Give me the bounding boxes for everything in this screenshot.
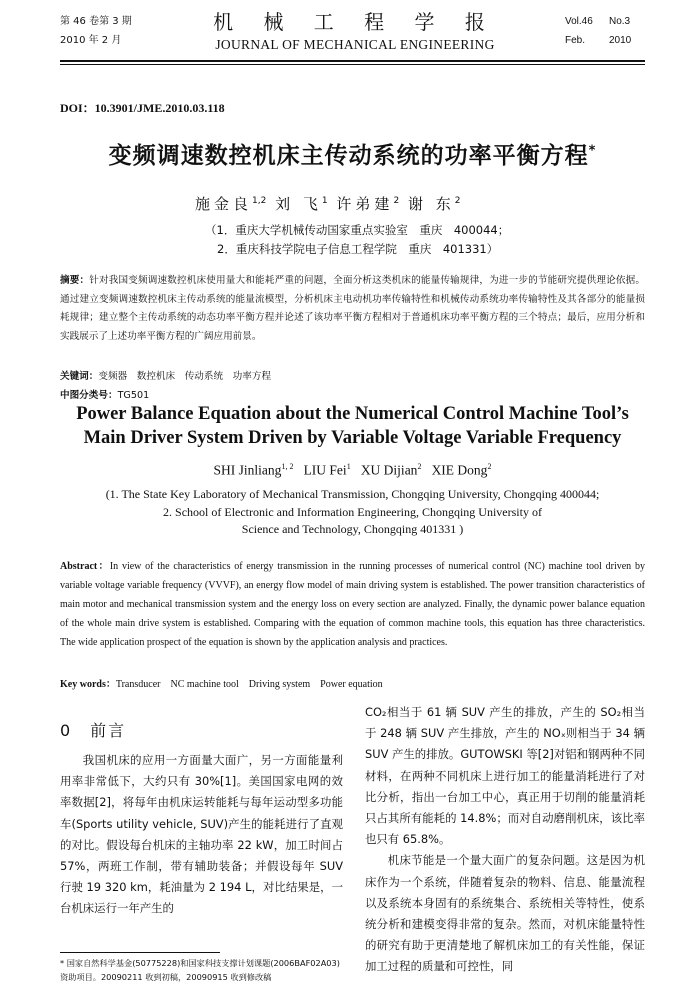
author-en-sup: 2 xyxy=(487,462,492,471)
affiliation-en-2: 2. School of Electronic and Information Engineering, Chongqing University of xyxy=(163,504,542,519)
abstract-en-text: In view of the characteristics of energy transmission in the running processes of numerical control (NC) machine tool driven by variable voltage variable frequency (VVVF), an energy flow model of main driving system is established. The power transition characteristics of main motor and mechanical transmission system and the energy loss on every section are analyzed. Finally, the dynamic power balance equation of the whole main drive system is established. Comparing with the equation of common machine tools, this equation has three characteristics. The wide application prospect of the equation is shown by the application analysis and practices. xyxy=(60,561,645,648)
author-en-sup: 1, 2 xyxy=(281,462,294,471)
header-center xyxy=(195,8,515,54)
abstract-cn-label: 摘要： xyxy=(60,275,90,286)
author-en: XU Dijian xyxy=(360,462,418,478)
funding-footnote: * 国家自然科学基金(50775228)和国家科技支撑计划课题(2006BAF02A03)资助项目。20090211 收到初稿，20090915 收到修改稿 xyxy=(60,958,340,982)
author-en: XIE Dong xyxy=(431,462,488,478)
abstract-en-label: Abstract： xyxy=(60,561,110,572)
classification-cn xyxy=(60,387,149,401)
keywords-en-label: Key words： xyxy=(60,679,116,690)
journal-name-en: JOURNAL OF MECHANICAL ENGINEERING xyxy=(215,37,495,52)
title-en-line1: Power Balance Equation about the Numerical Control Machine Tool’s xyxy=(76,404,629,424)
abstract-cn xyxy=(60,272,645,347)
author-cn: 施金良 xyxy=(195,195,253,213)
author-cn: 刘 飞 xyxy=(275,195,322,213)
date-cn: 2010 年 2 月 xyxy=(60,35,122,46)
title-en xyxy=(60,402,645,450)
header-rule-thin xyxy=(60,64,645,65)
classification-cn-label: 中图分类号： xyxy=(60,390,118,401)
title-cn xyxy=(60,137,645,170)
author-cn: 许弟建 xyxy=(336,195,394,213)
author-cn-sup: 1 xyxy=(321,196,328,206)
month-en: Feb. xyxy=(565,35,586,46)
affiliation-cn-1: （1．重庆大学机械传动国家重点实验室 重庆 400044； xyxy=(205,223,510,237)
author-en-sup: 1 xyxy=(346,462,351,471)
authors-en xyxy=(60,462,645,479)
abstract-cn-text: 针对我国变频调速数控机床使用量大和能耗严重的问题，全面分析这类机床的能量传输规律，为进一步的节能研究提供理论依据。通过建立变频调速数控机床主传动系统的能量流模型，分析机床主电动机功率传输特性和机械传动系统功率传输特性及其各部分的能量损耗规律；建立整个主传动系统的动态功率平衡方程并论述了该功率平衡方程相对于普通机床功率平衡方程的三个特点；最后，应用分析和实践展示了上述功率平衡方程的广阔应用前景。 xyxy=(60,275,646,343)
header-left xyxy=(60,12,132,50)
author-en: LIU Fei xyxy=(303,462,347,478)
title-en-line2: Main Driver System Driven by Variable Voltage Variable Frequency xyxy=(83,428,622,448)
keywords-cn-text: 变频器 数控机床 传动系统 功率方程 xyxy=(98,371,272,382)
title-cn-text: 变频调速数控机床主传动系统的功率平衡方程 xyxy=(108,143,589,169)
author-cn-sup: 1,2 xyxy=(252,196,267,206)
body-paragraph: 我国机床的应用一方面量大面广，另一方面能量利用率非常低下，大约只有 30%[1]。美国国家电网的效率数据[2]，将每年由机床运转能耗与每年运动型多功能车(Sports utility vehicle, SUV)产生的能耗进行了直观的对比。假设每台机床的主轴功率 22 kW，加工时间占 57%，两班工作制，带有辅助装备；并假设每年 SUV 行驶 19 320 km，耗油量为 2 194 L，对比结果是，一台机床运行一年产生的 xyxy=(60,753,343,916)
body-paragraph: 机床节能是一个量大面广的复杂问题。这是因为机床作为一个系统，伴随着复杂的物料、信息、能量流程以及系统本身固有的系统集合、系统相关等特性，使系统分析和建模变得非常的复杂。然而，对机床能量特性的研究有助于更清楚地了解机床加工的有关性能，保证加工过程的质量和可控性，同 xyxy=(365,853,645,974)
authors-cn xyxy=(195,193,460,214)
author-cn-sup: 2 xyxy=(393,196,400,206)
keywords-cn-label: 关键词： xyxy=(60,371,99,382)
header-rule-thick xyxy=(60,60,645,62)
author-en: SHI Jinliang xyxy=(213,462,282,478)
volume-cn: 第 46 卷第 3 期 xyxy=(60,16,132,27)
affiliation-en-3: Science and Technology, Chongqing 401331 ) xyxy=(241,522,464,536)
title-cn-mark: * xyxy=(588,143,597,159)
footnote-rule xyxy=(60,952,220,953)
no-en: No.3 xyxy=(609,16,631,27)
keywords-en-text: Transducer NC machine tool Driving system Power equation xyxy=(115,679,383,690)
author-en-sup: 2 xyxy=(417,462,422,471)
author-cn-sup: 2 xyxy=(454,196,461,206)
journal-name-cn: 机 械 工 程 学 报 xyxy=(213,10,497,34)
classification-cn-text: TG501 xyxy=(117,390,150,401)
body-column-right xyxy=(365,702,645,978)
vol-en: Vol.46 xyxy=(565,16,593,27)
body-column-left xyxy=(60,750,343,920)
keywords-en xyxy=(60,675,383,690)
header-right xyxy=(565,12,645,50)
affiliation-en-1: (1. The State Key Laboratory of Mechanical Transmission, Chongqing University, Chongqing 400044; xyxy=(105,487,600,501)
doi: DOI：10.3901/JME.2010.03.118 xyxy=(60,101,225,115)
affiliations-en xyxy=(60,486,645,539)
keywords-cn xyxy=(60,368,271,382)
affiliations-cn xyxy=(205,221,509,259)
year-en: 2010 xyxy=(609,35,632,46)
abstract-en xyxy=(60,557,645,652)
section-heading-intro: 0 前言 xyxy=(60,721,127,740)
affiliation-cn-2: 2．重庆科技学院电子信息工程学院 重庆 401331） xyxy=(217,242,499,256)
body-paragraph: CO₂相当于 61 辆 SUV 产生的排放，产生的 SO₂相当于 248 辆 SUV 产生排放，产生的 NOₓ则相当于 34 辆 SUV 产生的排放。GUTOWSKI 等[2]对铝和钢两种不同材料，在两种不同机床上进行加工的能量消耗进行了对比分析，指出一台加工中心，真正用于切削的能量消耗只占其所有能耗的 14.8%；而对自动磨削机床，该比率也只有 65.8%。 xyxy=(365,705,646,847)
author-cn: 谢 东 xyxy=(407,195,455,213)
